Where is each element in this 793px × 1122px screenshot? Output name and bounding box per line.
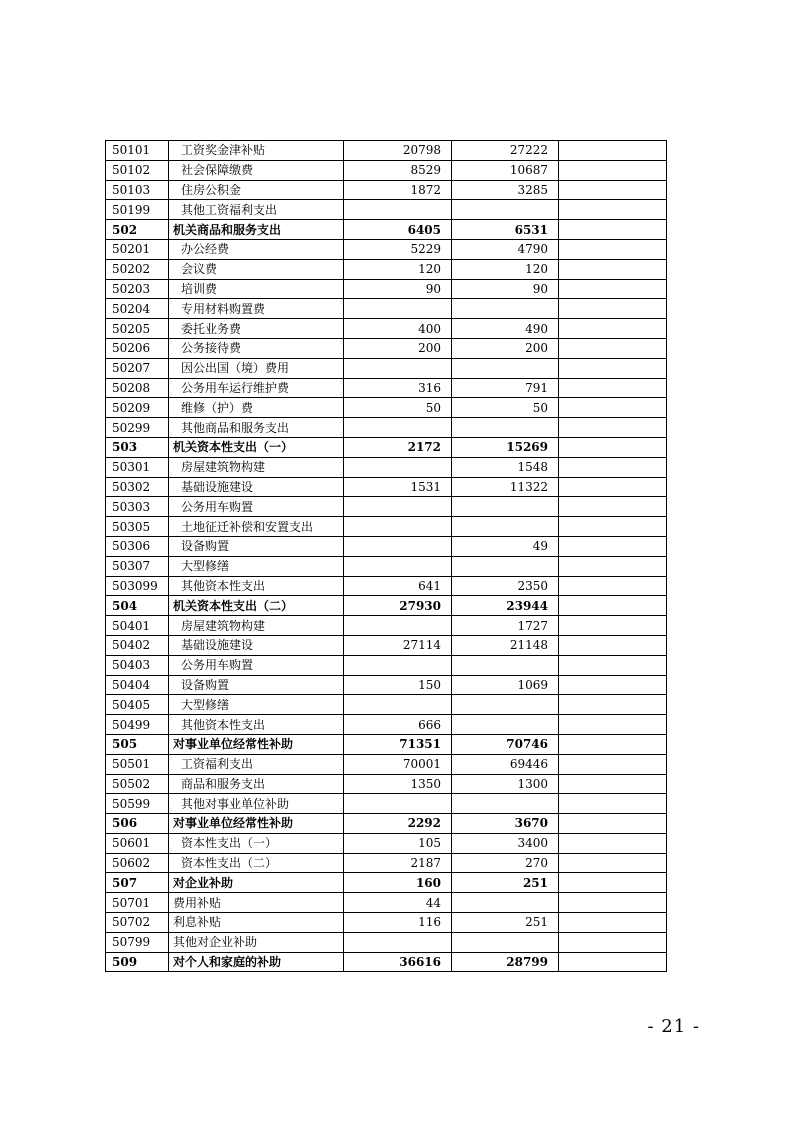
table-row <box>106 695 667 715</box>
code-cell: 50301 <box>106 457 169 477</box>
note-cell <box>559 418 667 438</box>
value-cell-1: 1531 <box>344 477 452 497</box>
note-cell <box>559 635 667 655</box>
code-cell: 50204 <box>106 299 169 319</box>
value-cell-1: 70001 <box>344 754 452 774</box>
note-cell <box>559 556 667 576</box>
value-cell-1: 36616 <box>344 952 452 972</box>
value-cell-2: 10687 <box>452 160 559 180</box>
code-cell: 50102 <box>106 160 169 180</box>
table-row <box>106 616 667 636</box>
code-cell: 50701 <box>106 893 169 913</box>
value-cell-1 <box>344 616 452 636</box>
code-cell: 50401 <box>106 616 169 636</box>
value-cell-2 <box>452 715 559 735</box>
note-cell <box>559 853 667 873</box>
note-cell <box>559 833 667 853</box>
name-cell: 其他对企业补助 <box>169 932 344 952</box>
value-cell-1: 90 <box>344 279 452 299</box>
name-cell: 设备购置 <box>169 675 344 695</box>
value-cell-2: 251 <box>452 873 559 893</box>
value-cell-2: 1069 <box>452 675 559 695</box>
value-cell-2 <box>452 517 559 537</box>
value-cell-1 <box>344 418 452 438</box>
value-cell-1 <box>344 556 452 576</box>
note-cell <box>559 437 667 457</box>
value-cell-2: 490 <box>452 319 559 339</box>
name-cell: 大型修缮 <box>169 556 344 576</box>
name-cell: 专用材料购置费 <box>169 299 344 319</box>
note-cell <box>559 675 667 695</box>
note-cell <box>559 814 667 834</box>
value-cell-1: 2292 <box>344 814 452 834</box>
name-cell: 对事业单位经常性补助 <box>169 814 344 834</box>
code-cell: 507 <box>106 873 169 893</box>
value-cell-2 <box>452 794 559 814</box>
code-cell: 50207 <box>106 358 169 378</box>
table-row <box>106 893 667 913</box>
table-row <box>106 141 667 161</box>
note-cell <box>559 299 667 319</box>
code-cell: 502 <box>106 220 169 240</box>
note-cell <box>559 358 667 378</box>
code-cell: 50405 <box>106 695 169 715</box>
value-cell-1 <box>344 497 452 517</box>
table-row <box>106 913 667 933</box>
table-row <box>106 160 667 180</box>
table-row <box>106 715 667 735</box>
note-cell <box>559 873 667 893</box>
table-row <box>106 536 667 556</box>
note-cell <box>559 517 667 537</box>
code-cell: 50403 <box>106 655 169 675</box>
value-cell-2: 120 <box>452 259 559 279</box>
table-row <box>106 576 667 596</box>
note-cell <box>559 497 667 517</box>
table-row <box>106 200 667 220</box>
note-cell <box>559 893 667 913</box>
code-cell: 50201 <box>106 239 169 259</box>
table-row <box>106 774 667 794</box>
code-cell: 50303 <box>106 497 169 517</box>
code-cell: 50206 <box>106 338 169 358</box>
name-cell: 其他工资福利支出 <box>169 200 344 220</box>
value-cell-1: 5229 <box>344 239 452 259</box>
value-cell-1: 27114 <box>344 635 452 655</box>
note-cell <box>559 141 667 161</box>
name-cell: 办公经费 <box>169 239 344 259</box>
table-row <box>106 596 667 616</box>
value-cell-1 <box>344 655 452 675</box>
name-cell: 住房公积金 <box>169 180 344 200</box>
value-cell-1: 116 <box>344 913 452 933</box>
code-cell: 50502 <box>106 774 169 794</box>
name-cell: 资本性支出（二） <box>169 853 344 873</box>
table-body <box>106 141 667 972</box>
code-cell: 50103 <box>106 180 169 200</box>
table-row <box>106 952 667 972</box>
note-cell <box>559 754 667 774</box>
name-cell: 工资奖金津补贴 <box>169 141 344 161</box>
note-cell <box>559 715 667 735</box>
value-cell-1: 120 <box>344 259 452 279</box>
name-cell: 其他对事业单位补助 <box>169 794 344 814</box>
name-cell: 对个人和家庭的补助 <box>169 952 344 972</box>
note-cell <box>559 576 667 596</box>
note-cell <box>559 655 667 675</box>
table-row <box>106 734 667 754</box>
value-cell-1: 160 <box>344 873 452 893</box>
value-cell-1 <box>344 932 452 952</box>
note-cell <box>559 279 667 299</box>
table-row <box>106 497 667 517</box>
value-cell-2: 200 <box>452 338 559 358</box>
name-cell: 社会保障缴费 <box>169 160 344 180</box>
note-cell <box>559 794 667 814</box>
table-row <box>106 259 667 279</box>
code-cell: 50199 <box>106 200 169 220</box>
value-cell-1: 44 <box>344 893 452 913</box>
code-cell: 50209 <box>106 398 169 418</box>
value-cell-2: 3400 <box>452 833 559 853</box>
value-cell-2 <box>452 358 559 378</box>
value-cell-1: 200 <box>344 338 452 358</box>
name-cell: 维修（护）费 <box>169 398 344 418</box>
value-cell-1: 50 <box>344 398 452 418</box>
name-cell: 大型修缮 <box>169 695 344 715</box>
value-cell-2: 3670 <box>452 814 559 834</box>
note-cell <box>559 319 667 339</box>
table-row <box>106 398 667 418</box>
name-cell: 对企业补助 <box>169 873 344 893</box>
code-cell: 50302 <box>106 477 169 497</box>
code-cell: 509 <box>106 952 169 972</box>
code-cell: 50499 <box>106 715 169 735</box>
name-cell: 基础设施建设 <box>169 635 344 655</box>
note-cell <box>559 200 667 220</box>
table-row <box>106 239 667 259</box>
value-cell-1 <box>344 457 452 477</box>
name-cell: 土地征迁补偿和安置支出 <box>169 517 344 537</box>
table-row <box>106 932 667 952</box>
value-cell-2: 15269 <box>452 437 559 457</box>
value-cell-2: 3285 <box>452 180 559 200</box>
name-cell: 利息补贴 <box>169 913 344 933</box>
table-row <box>106 220 667 240</box>
value-cell-2: 49 <box>452 536 559 556</box>
value-cell-2: 2350 <box>452 576 559 596</box>
budget-table <box>105 140 667 972</box>
name-cell: 房屋建筑物构建 <box>169 616 344 636</box>
value-cell-1: 8529 <box>344 160 452 180</box>
note-cell <box>559 913 667 933</box>
value-cell-1: 6405 <box>344 220 452 240</box>
note-cell <box>559 160 667 180</box>
table-row <box>106 358 667 378</box>
value-cell-2: 23944 <box>452 596 559 616</box>
value-cell-1 <box>344 695 452 715</box>
code-cell: 50404 <box>106 675 169 695</box>
name-cell: 培训费 <box>169 279 344 299</box>
value-cell-2: 4790 <box>452 239 559 259</box>
code-cell: 505 <box>106 734 169 754</box>
value-cell-1: 316 <box>344 378 452 398</box>
table-row <box>106 556 667 576</box>
value-cell-1: 27930 <box>344 596 452 616</box>
table-row <box>106 517 667 537</box>
note-cell <box>559 952 667 972</box>
value-cell-1: 1350 <box>344 774 452 794</box>
table-row <box>106 418 667 438</box>
value-cell-1: 666 <box>344 715 452 735</box>
value-cell-1: 400 <box>344 319 452 339</box>
name-cell: 基础设施建设 <box>169 477 344 497</box>
value-cell-1 <box>344 517 452 537</box>
table-row <box>106 437 667 457</box>
name-cell: 房屋建筑物构建 <box>169 457 344 477</box>
name-cell: 其他资本性支出 <box>169 576 344 596</box>
value-cell-1 <box>344 358 452 378</box>
value-cell-1: 150 <box>344 675 452 695</box>
value-cell-1 <box>344 536 452 556</box>
value-cell-2: 50 <box>452 398 559 418</box>
table-row <box>106 457 667 477</box>
value-cell-1: 2187 <box>344 853 452 873</box>
value-cell-2: 69446 <box>452 754 559 774</box>
value-cell-1: 641 <box>344 576 452 596</box>
table-row <box>106 299 667 319</box>
note-cell <box>559 338 667 358</box>
note-cell <box>559 398 667 418</box>
name-cell: 费用补贴 <box>169 893 344 913</box>
table-row <box>106 794 667 814</box>
table-row <box>106 635 667 655</box>
code-cell: 50702 <box>106 913 169 933</box>
note-cell <box>559 774 667 794</box>
table-row <box>106 477 667 497</box>
value-cell-2: 70746 <box>452 734 559 754</box>
page-number: - 21 - <box>647 1016 700 1037</box>
code-cell: 50799 <box>106 932 169 952</box>
name-cell: 会议费 <box>169 259 344 279</box>
name-cell: 对事业单位经常性补助 <box>169 734 344 754</box>
note-cell <box>559 239 667 259</box>
code-cell: 50208 <box>106 378 169 398</box>
value-cell-2: 1548 <box>452 457 559 477</box>
table-row <box>106 873 667 893</box>
value-cell-2: 1727 <box>452 616 559 636</box>
value-cell-2 <box>452 200 559 220</box>
name-cell: 工资福利支出 <box>169 754 344 774</box>
value-cell-2: 270 <box>452 853 559 873</box>
value-cell-2: 21148 <box>452 635 559 655</box>
name-cell: 资本性支出（一） <box>169 833 344 853</box>
code-cell: 50299 <box>106 418 169 438</box>
table-row <box>106 853 667 873</box>
name-cell: 委托业务费 <box>169 319 344 339</box>
name-cell: 因公出国（境）费用 <box>169 358 344 378</box>
name-cell: 机关资本性支出（二） <box>169 596 344 616</box>
code-cell: 506 <box>106 814 169 834</box>
code-cell: 50205 <box>106 319 169 339</box>
value-cell-2: 90 <box>452 279 559 299</box>
value-cell-2 <box>452 655 559 675</box>
table-row <box>106 754 667 774</box>
table-row <box>106 378 667 398</box>
code-cell: 50501 <box>106 754 169 774</box>
code-cell: 503099 <box>106 576 169 596</box>
name-cell: 机关商品和服务支出 <box>169 220 344 240</box>
name-cell: 其他资本性支出 <box>169 715 344 735</box>
note-cell <box>559 932 667 952</box>
code-cell: 50601 <box>106 833 169 853</box>
code-cell: 504 <box>106 596 169 616</box>
note-cell <box>559 616 667 636</box>
table-row <box>106 814 667 834</box>
value-cell-1 <box>344 794 452 814</box>
value-cell-2 <box>452 299 559 319</box>
code-cell: 50101 <box>106 141 169 161</box>
value-cell-1: 20798 <box>344 141 452 161</box>
value-cell-2 <box>452 932 559 952</box>
value-cell-2: 791 <box>452 378 559 398</box>
name-cell: 其他商品和服务支出 <box>169 418 344 438</box>
note-cell <box>559 596 667 616</box>
table-row <box>106 655 667 675</box>
note-cell <box>559 457 667 477</box>
code-cell: 50306 <box>106 536 169 556</box>
value-cell-2: 6531 <box>452 220 559 240</box>
name-cell: 公务用车购置 <box>169 655 344 675</box>
name-cell: 商品和服务支出 <box>169 774 344 794</box>
table-row <box>106 338 667 358</box>
code-cell: 50402 <box>106 635 169 655</box>
code-cell: 503 <box>106 437 169 457</box>
value-cell-2: 11322 <box>452 477 559 497</box>
code-cell: 50599 <box>106 794 169 814</box>
note-cell <box>559 378 667 398</box>
code-cell: 50202 <box>106 259 169 279</box>
note-cell <box>559 259 667 279</box>
table-row <box>106 675 667 695</box>
value-cell-2: 28799 <box>452 952 559 972</box>
table-row <box>106 279 667 299</box>
name-cell: 公务用车购置 <box>169 497 344 517</box>
table-row <box>106 180 667 200</box>
code-cell: 50307 <box>106 556 169 576</box>
note-cell <box>559 536 667 556</box>
name-cell: 公务接待费 <box>169 338 344 358</box>
name-cell: 设备购置 <box>169 536 344 556</box>
value-cell-2: 251 <box>452 913 559 933</box>
name-cell: 公务用车运行维护费 <box>169 378 344 398</box>
note-cell <box>559 220 667 240</box>
note-cell <box>559 695 667 715</box>
value-cell-2 <box>452 556 559 576</box>
name-cell: 机关资本性支出（一） <box>169 437 344 457</box>
value-cell-1: 2172 <box>344 437 452 457</box>
value-cell-2 <box>452 893 559 913</box>
value-cell-2 <box>452 497 559 517</box>
value-cell-1: 105 <box>344 833 452 853</box>
table-row <box>106 833 667 853</box>
note-cell <box>559 180 667 200</box>
value-cell-1 <box>344 200 452 220</box>
note-cell <box>559 477 667 497</box>
table-row <box>106 319 667 339</box>
note-cell <box>559 734 667 754</box>
value-cell-1 <box>344 299 452 319</box>
value-cell-1: 1872 <box>344 180 452 200</box>
value-cell-2 <box>452 695 559 715</box>
code-cell: 50305 <box>106 517 169 537</box>
code-cell: 50203 <box>106 279 169 299</box>
value-cell-2: 1300 <box>452 774 559 794</box>
value-cell-2 <box>452 418 559 438</box>
value-cell-2: 27222 <box>452 141 559 161</box>
code-cell: 50602 <box>106 853 169 873</box>
value-cell-1: 71351 <box>344 734 452 754</box>
